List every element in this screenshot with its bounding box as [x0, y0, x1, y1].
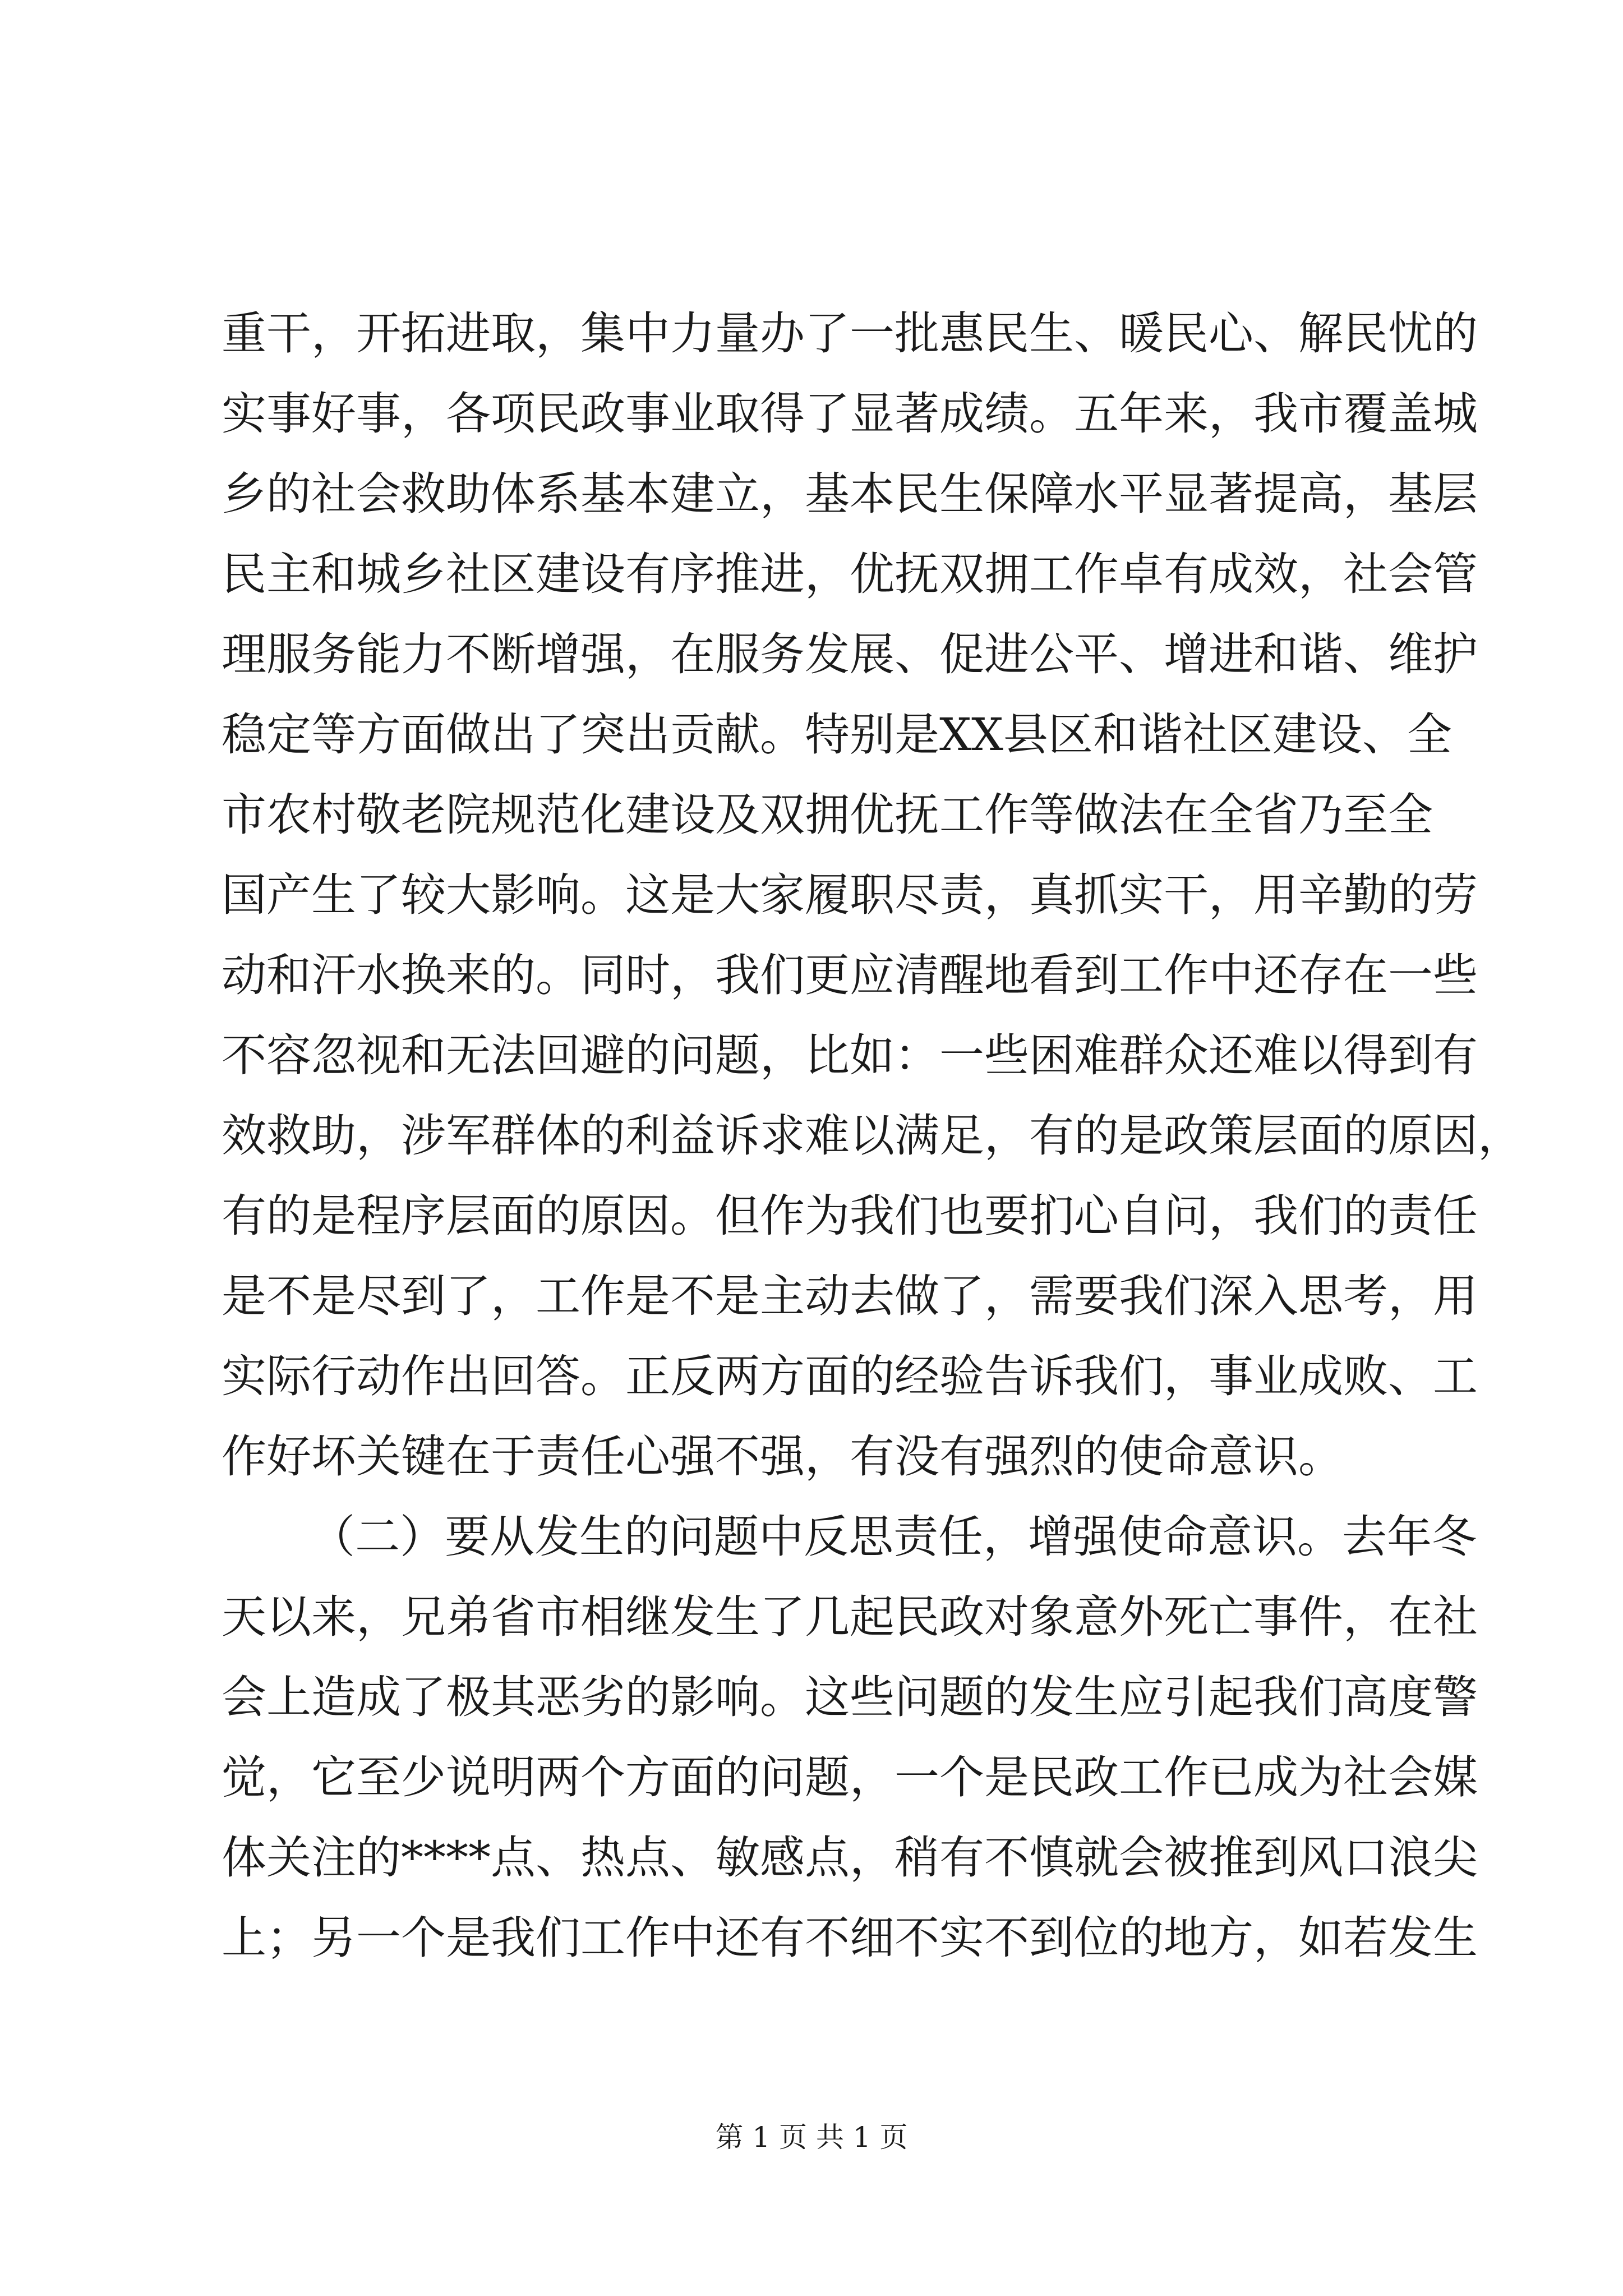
body-text-line-12: 有的是程序层面的原因。但作为我们也要扪心自问，我们的责任: [222, 1190, 1478, 1242]
body-text-line-7: 市农村敬老院规范化建设及双拥优抚工作等做法在全省乃至全: [222, 789, 1433, 841]
body-text-line-1: 重干，开拓进取，集中力量办了一批惠民生、暖民心、解民忧的: [222, 307, 1478, 360]
page-footer: 第 1 页 共 1 页: [715, 2121, 908, 2154]
body-text-line-15: 作好坏关键在于责任心强不强，有没有强烈的使命意识。: [222, 1430, 1343, 1483]
body-text-line-5: 理服务能力不断增强，在服务发展、促进公平、增进和谐、维护: [222, 628, 1478, 680]
body-text-line-4: 民主和城乡社区建设有序推进，优抚双拥工作卓有成效，社会管: [222, 548, 1478, 600]
body-text-line-17: 天以来，兄弟省市相继发生了几起民政对象意外死亡事件，在社: [222, 1591, 1478, 1643]
body-text-line-13: 是不是尽到了，工作是不是主动去做了，需要我们深入思考，用: [222, 1270, 1478, 1322]
body-text-line-19: 觉，它至少说明两个方面的问题，一个是民政工作已成为社会媒: [222, 1751, 1478, 1803]
body-text-line-9: 动和汗水换来的。同时，我们更应清醒地看到工作中还存在一些: [222, 949, 1478, 1001]
body-text-line-3: 乡的社会救助体系基本建立，基本民生保障水平显著提高，基层: [222, 468, 1478, 520]
body-text-line-8: 国产生了较大影响。这是大家履职尽责，真抓实干，用辛勤的劳: [222, 869, 1478, 921]
section-heading-line: （二）要从发生的问题中反思责任，增强使命意识。去年冬: [310, 1511, 1477, 1563]
body-text-line-6: 稳定等方面做出了突出贡献。特别是XX县区和谐社区建设、全: [222, 708, 1452, 761]
body-text-line-11: 效救助，涉军群体的利益诉求难以满足，有的是政策层面的原因，: [222, 1110, 1523, 1162]
body-text-line-14: 实际行动作出回答。正反两方面的经验告诉我们，事业成败、工: [222, 1350, 1478, 1402]
body-text-line-18: 会上造成了极其恶劣的影响。这些问题的发生应引起我们高度警: [222, 1671, 1478, 1723]
body-text-line-21: 上；另一个是我们工作中还有不细不实不到位的地方，如若发生: [222, 1912, 1478, 1964]
body-text-line-2: 实事好事，各项民政事业取得了显著成绩。五年来，我市覆盖城: [222, 388, 1478, 440]
body-text-line-20: 体关注的****点、热点、敏感点，稍有不慎就会被推到风口浪尖: [222, 1832, 1478, 1884]
body-text-line-10: 不容忽视和无法回避的问题，比如：一些困难群众还难以得到有: [222, 1029, 1478, 1082]
